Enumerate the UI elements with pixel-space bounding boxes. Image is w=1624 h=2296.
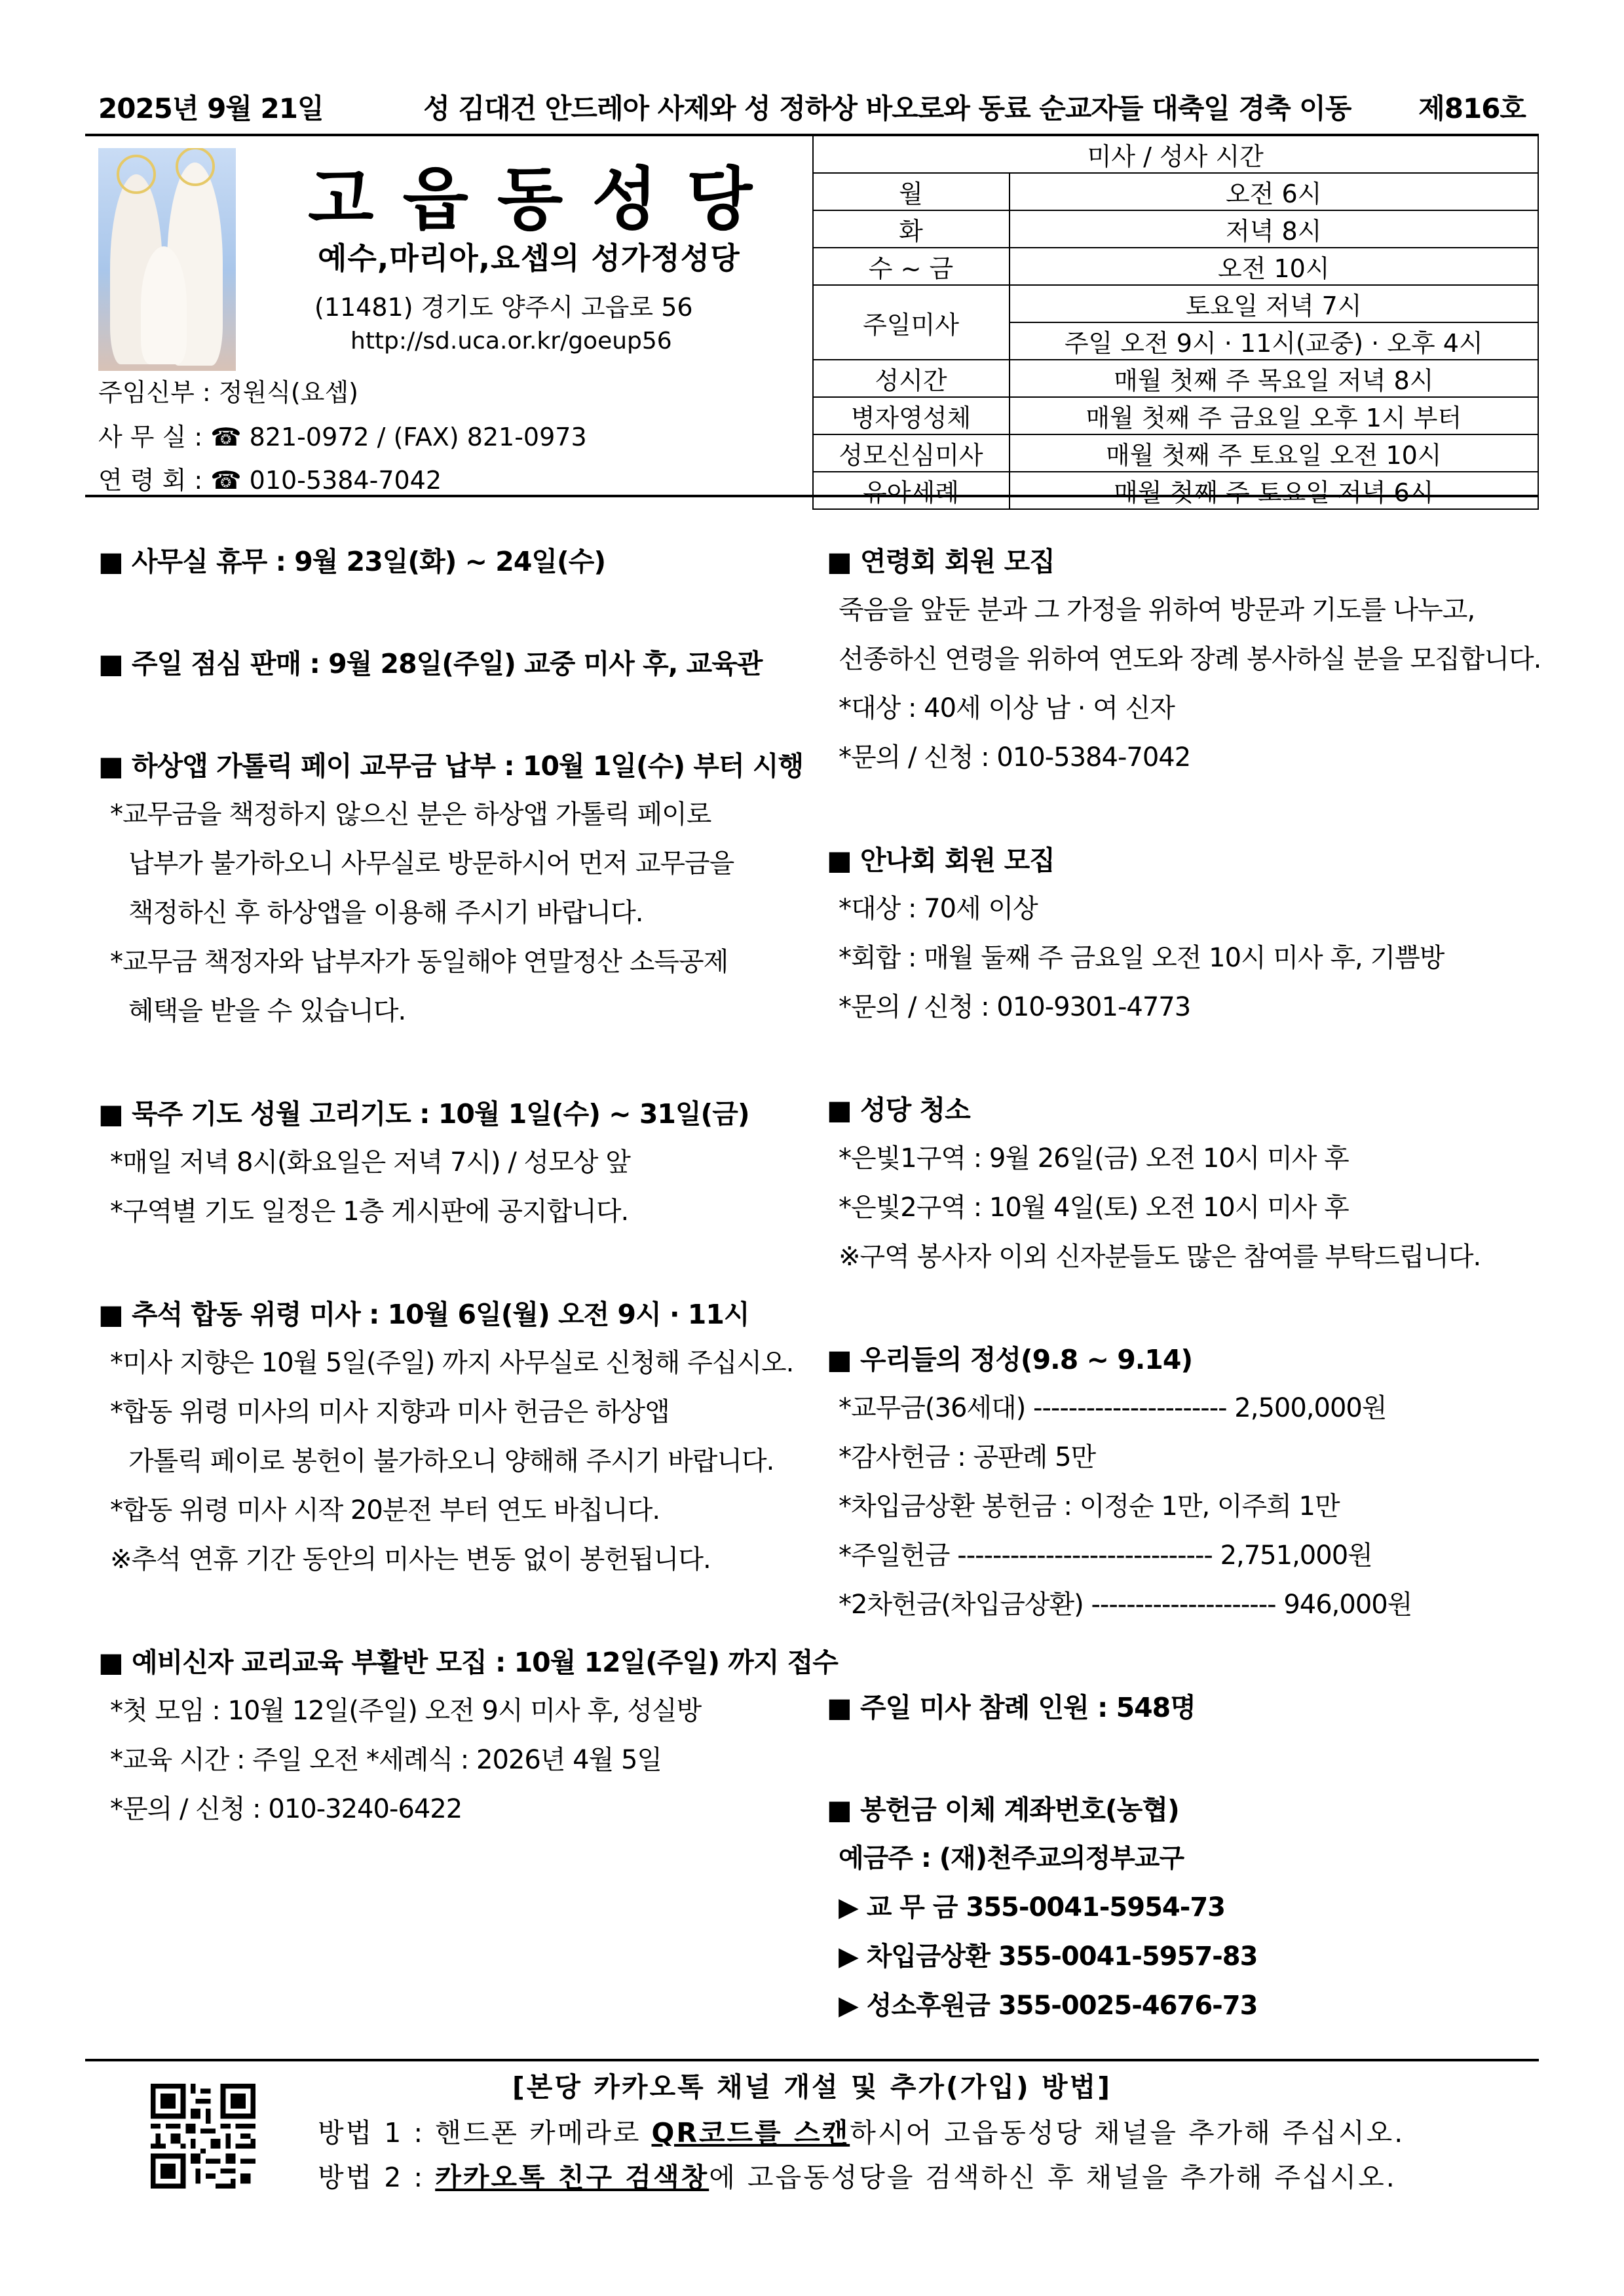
office-info: 사 무 실 : ☎ 821-0972 / (FAX) 821-0973 <box>98 423 587 451</box>
notice-line: *미사 지향은 10월 5일(주일) 까지 사무실로 신청해 주십시오. <box>110 1348 794 1378</box>
schedule-label: 월 <box>813 173 1010 210</box>
notice-title: ■ 추석 합동 위령 미사 : 10월 6일(월) 오전 9시 · 11시 <box>98 1299 749 1330</box>
footer-rule <box>85 2059 1539 2061</box>
church-name: 고읍동성당 <box>308 159 782 239</box>
account-line: ▶ 교 무 금 355-0041-5954-73 <box>839 1892 1226 1923</box>
notice-line: *감사헌금 : 공판례 5만 <box>839 1442 1096 1472</box>
notice-title: ■ 연령회 회원 모집 <box>827 546 1055 577</box>
notice-line: *2차헌금(차입금상환) --------------------- 946,000원 <box>839 1590 1412 1620</box>
notice-line: *차입금상환 봉헌금 : 이정순 1만, 이주희 1만 <box>839 1491 1340 1521</box>
church-url[interactable]: http://sd.uca.or.kr/goeup56 <box>350 328 672 354</box>
holy-family-statue-image <box>98 148 236 371</box>
notice-line: 책정하신 후 하상앱을 이용해 주시기 바랍니다. <box>128 898 643 928</box>
schedule-title: 미사 / 성사 시간 <box>813 136 1539 173</box>
method-2-suffix: 에 고읍동성당을 검색하신 후 채널을 추가해 주십시오. <box>709 2162 1397 2193</box>
notice-line: *첫 모임 : 10월 12일(주일) 오전 9시 미사 후, 성실방 <box>110 1696 702 1726</box>
bulletin-date: 2025년 9월 21일 <box>98 92 324 124</box>
notice-line: 납부가 불가하오니 사무실로 방문하시어 먼저 교무금을 <box>128 849 734 879</box>
notice-line: *매일 저녁 8시(화요일은 저녁 7시) / 성모상 앞 <box>110 1147 630 1177</box>
notice-title: ■ 성당 청소 <box>827 1094 970 1126</box>
notice-line: *교무금(36세대) ---------------------- 2,500,000원 <box>839 1393 1387 1423</box>
notice-title: ■ 안나회 회원 모집 <box>827 845 1055 876</box>
method-1-suffix: 하시어 고읍동성당 채널을 추가해 주십시오. <box>850 2117 1405 2149</box>
notice-line: ※추석 연휴 기간 동안의 미사는 변동 없이 봉헌됩니다. <box>110 1544 711 1575</box>
notice-line: *교무금을 책정하지 않으신 분은 하상앱 가톨릭 페이로 <box>110 799 711 830</box>
method-2-emphasis: 카카오톡 친구 검색창 <box>435 2162 709 2193</box>
schedule-value: 매월 첫째 주 토요일 저녁 6시 <box>1010 472 1539 509</box>
notice-line: *주일헌금 ----------------------------- 2,751,000원 <box>839 1540 1372 1571</box>
schedule-row <box>813 248 1539 285</box>
notice-line: *은빛1구역 : 9월 26일(금) 오전 10시 미사 후 <box>839 1143 1349 1174</box>
notice-line: *대상 : 40세 이상 남 · 여 신자 <box>839 693 1175 723</box>
schedule-value: 저녁 8시 <box>1010 210 1539 248</box>
schedule-row <box>813 472 1539 509</box>
notice-line: *은빛2구역 : 10월 4일(토) 오전 10시 미사 후 <box>839 1193 1349 1223</box>
notice-line: *구역별 기도 일정은 1층 게시판에 공지합니다. <box>110 1196 629 1227</box>
schedule-row <box>813 285 1539 322</box>
schedule-value: 오전 10시 <box>1010 248 1539 285</box>
account-line: ▶ 차입금상환 355-0041-5957-83 <box>839 1942 1258 1972</box>
notice-line: *합동 위령 미사의 미사 지향과 미사 헌금은 하상앱 <box>110 1397 670 1427</box>
account-line: ▶ 성소후원금 355-0025-4676-73 <box>839 1991 1258 2021</box>
notice-funeral-association <box>827 537 1541 782</box>
notice-title: ■ 예비신자 교리교육 부활반 모집 : 10월 12일(주일) 까지 접수 <box>98 1647 838 1678</box>
notice-hasang-app <box>98 742 806 1036</box>
schedule-value: 오전 6시 <box>1010 173 1539 210</box>
notice-lunch-sale <box>98 640 806 688</box>
notice-title: ■ 묵주 기도 성월 고리기도 : 10월 1일(수) ~ 31일(금) <box>98 1098 749 1130</box>
notice-line: *합동 위령 미사 시작 20분전 부터 연도 바칩니다. <box>110 1495 660 1525</box>
notice-memorial-mass <box>98 1290 806 1584</box>
notice-line: 혜택을 받을 수 있습니다. <box>128 996 406 1026</box>
notice-line: *교육 시간 : 주일 오전 *세례식 : 2026년 4월 5일 <box>110 1745 662 1775</box>
schedule-value: 매월 첫째 주 목요일 저녁 8시 <box>1010 360 1539 397</box>
schedule-label: 성모신심미사 <box>813 434 1010 472</box>
notice-line: ※구역 봉사자 이외 신자분들도 많은 참여를 부탁드립니다. <box>839 1242 1481 1272</box>
method-1-emphasis: QR코드를 스캔 <box>651 2117 850 2149</box>
method-1-prefix: 방법 1 : 핸드폰 카메라로 <box>318 2117 652 2149</box>
schedule-row <box>813 360 1539 397</box>
notice-bank-accounts <box>827 1786 1534 2031</box>
notice-line: 예금주 : (재)천주교의정부교구 <box>839 1843 1184 1873</box>
header-rule <box>85 495 1539 497</box>
footer <box>85 2064 1539 2195</box>
feast-title: 성 김대건 안드레아 사제와 성 정하상 바오로와 동료 순교자들 대축일 경축 이동 <box>423 92 1351 124</box>
notice-line: 가톨릭 페이로 봉헌이 불가하오니 양해해 주시기 바랍니다. <box>128 1446 774 1476</box>
priest-info: 주임신부 : 정원식(요셉) <box>98 378 358 407</box>
schedule-label: 화 <box>813 210 1010 248</box>
notice-line: *교무금 책정자와 납부자가 동일해야 연말정산 소득공제 <box>110 947 728 977</box>
notice-title: ■ 사무실 휴무 : 9월 23일(화) ~ 24일(수) <box>98 546 606 577</box>
notice-line: 죽음을 앞둔 분과 그 가정을 위하여 방문과 기도를 나누고, <box>839 595 1475 625</box>
left-column <box>98 537 838 1888</box>
header <box>85 136 1539 507</box>
church-subtitle: 예수,마리아,요셉의 성가정성당 <box>318 240 740 276</box>
notice-line: *문의 / 신청 : 010-9301-4773 <box>839 992 1191 1022</box>
notice-attendance <box>827 1683 1534 1732</box>
mass-schedule-table <box>812 136 1539 510</box>
kakao-method-2 <box>318 2156 1397 2194</box>
schedule-title-row <box>813 136 1539 173</box>
association-info: 연 령 회 : ☎ 010-5384-7042 <box>98 466 442 495</box>
notice-rosary <box>98 1090 806 1236</box>
schedule-row <box>813 210 1539 248</box>
notice-office-closed <box>98 537 806 586</box>
notice-title: ■ 우리들의 정성(9.8 ~ 9.14) <box>827 1344 1193 1375</box>
schedule-label: 유아세례 <box>813 472 1010 509</box>
notice-title: ■ 주일 미사 참례 인원 : 548명 <box>827 1692 1196 1723</box>
schedule-row <box>813 434 1539 472</box>
schedule-label: 수 ~ 금 <box>813 248 1010 285</box>
notice-offerings <box>827 1335 1534 1630</box>
notice-title: ■ 봉헌금 이체 계좌번호(농협) <box>827 1794 1179 1826</box>
notice-catechism <box>98 1638 838 1834</box>
notice-church-cleaning <box>827 1086 1534 1282</box>
schedule-value: 주일 오전 9시 · 11시(교중) · 오후 4시 <box>1010 322 1539 360</box>
notice-title: ■ 하상앱 가톨릭 페이 교무금 납부 : 10월 1일(수) 부터 시행 <box>98 750 804 782</box>
header-left <box>85 136 812 495</box>
notice-anna-association <box>827 836 1534 1032</box>
schedule-value: 매월 첫째 주 토요일 오전 10시 <box>1010 434 1539 472</box>
notice-line: 선종하신 연령을 위하여 연도와 장례 봉사하실 분을 모집합니다. <box>839 644 1541 674</box>
method-2-prefix: 방법 2 : <box>318 2162 436 2193</box>
schedule-row <box>813 397 1539 434</box>
issue-number: 제816호 <box>1418 92 1526 124</box>
notice-title: ■ 주일 점심 판매 : 9월 28일(주일) 교중 미사 후, 교육관 <box>98 648 763 679</box>
schedule-label: 성시간 <box>813 360 1010 397</box>
schedule-value: 토요일 저녁 7시 <box>1010 285 1539 322</box>
kakao-guide-title: [본당 카카오톡 채널 개설 및 추가(가입) 방법] <box>512 2071 1112 2103</box>
notice-line: *회합 : 매월 둘째 주 금요일 오전 10시 미사 후, 기쁨방 <box>839 943 1445 973</box>
right-column <box>827 537 1541 2084</box>
notice-line: *대상 : 70세 이상 <box>839 894 1038 924</box>
kakao-method-1 <box>318 2111 1405 2150</box>
church-address: (11481) 경기도 양주시 고읍로 56 <box>314 293 693 322</box>
schedule-row <box>813 173 1539 210</box>
notice-line: *문의 / 신청 : 010-5384-7042 <box>839 742 1191 773</box>
schedule-label: 병자영성체 <box>813 397 1010 434</box>
notice-line: *문의 / 신청 : 010-3240-6422 <box>110 1794 463 1824</box>
schedule-value: 매월 첫째 주 금요일 오후 1시 부터 <box>1010 397 1539 434</box>
top-line <box>98 84 1526 130</box>
schedule-label: 주일미사 <box>813 285 1010 360</box>
